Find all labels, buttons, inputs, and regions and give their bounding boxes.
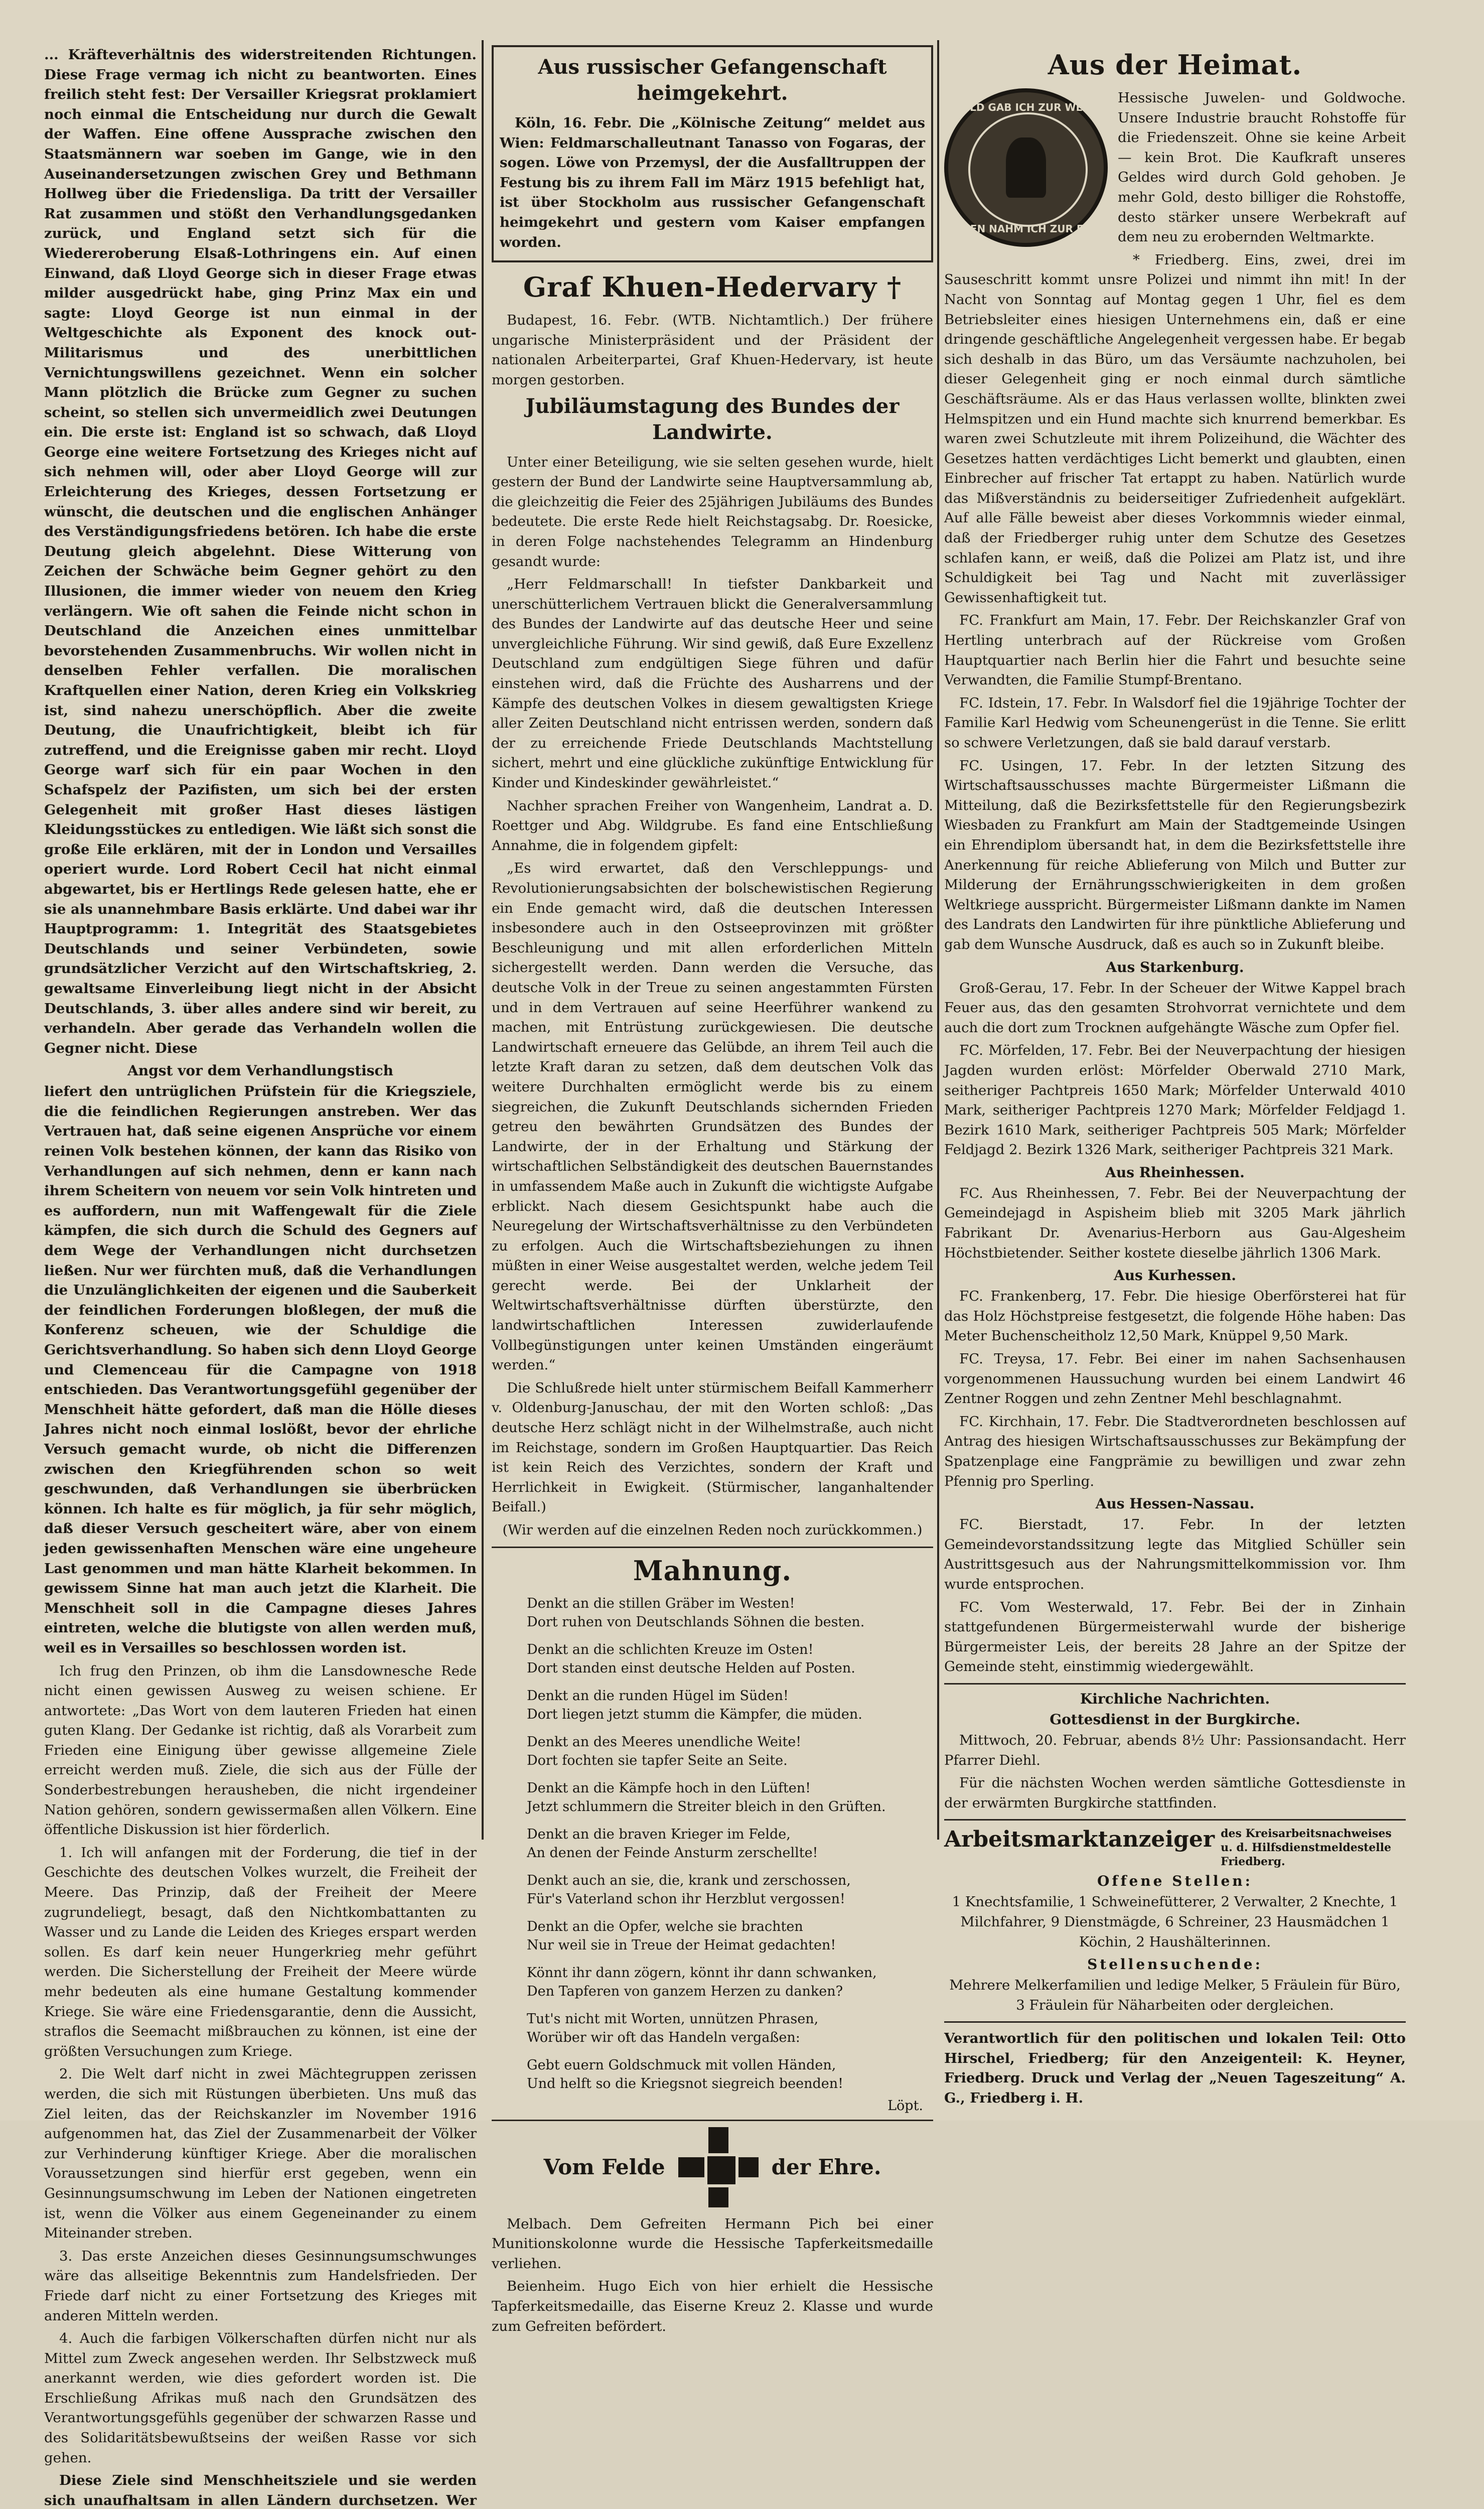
article-paragraph: 4. Auch die farbigen Völkerschaften dürfen nicht nur als Mittel zum Zweck angesehen werden. Ihr Selbstzweck muß anerkannt werden, wie dies gefordert worden ist. Die Erschließung Afrikas muß nach den Grundsätzen des Verantwortungsgefühls gegenüber der schwarzen Rasse und des Solidaritätsbewußtseins der weißen Rasse vor sich gehen. [44,2330,477,2466]
poem-stanza-gap [527,1955,933,1964]
poem-stanza-gap [527,1908,933,1917]
headline-mahnung: Mahnung. [633,1554,792,1587]
headline-aus-der-heimat: Aus der Heimat. [1048,49,1302,81]
article-paragraph: 1 Knechtsfamilie, 1 Schweinefütterer, 2 Verwalter, 2 Knechte, 1 Milchfahrer, 9 Dienstmägde, 6 Schreiner, 23 Hausmädchen 1 Köchin, 2 Haushälterinnen. [952,1894,1398,1950]
imprint: Verantwortlich für den politischen und lokalen Teil: Otto Hirschel, Friedberg; für den Anzeigenteil: K. Heyner, Friedberg. Druck und Verlag der „Neuen Tageszeitung“ A. G., Friedberg i. H. [944,2030,1406,2107]
iron-cross-icon [678,2127,759,2207]
poem-line: Denkt an die runden Hügel im Süden! [527,1688,789,1704]
poem-line: Denkt an des Meeres unendliche Weite! [527,1734,802,1750]
divider [944,1683,1406,1685]
divider [492,1547,933,1548]
poem-line: Nur weil sie in Treue der Heimat gedachten! [527,1937,836,1953]
poem-line: Denkt an die schlichten Kreuze im Osten! [527,1641,814,1657]
article-paragraph: Mittwoch, 20. Februar, abends 8½ Uhr: Passionsandacht. Herr Pfarrer Diehl. [944,1732,1406,1768]
column-rule-right [937,40,939,1840]
article-paragraph: Nachher sprachen Freiher von Wangenheim, Landrat a. D. Roettger und Abg. Wildgrube. Es fand eine Entschließung Annahme, die in folgendem gipfelt: [492,797,933,854]
poem-line: Worüber wir oft das Handeln vergaßen: [527,2029,800,2045]
article-paragraph: FC. Vom Westerwald, 17. Febr. Bei der in Zinhain stattgefundenen Bürgermeisterwahl wurde der bisherige Bürgermeister Leis, der bereits 28 Jahre an der Spitze der Gemeinde steht, einstimmig wiedergewählt. [944,1599,1406,1675]
article-paragraph: 3. Das erste Anzeichen dieses Gesinnungsumschwunges wäre das allseitige Bekenntnis zum Handelsfrieden. Der Friede darf nicht zu einer Fortsetzung des Krieges mit anderen Mitteln werden. [44,2248,477,2324]
divider [944,2021,1406,2023]
vfe-right-text: der Ehre. [771,2155,881,2180]
article-paragraph: „Es wird erwartet, daß den Verschleppungs- und Revolutionierungsabsichten der bolschewistischen Regierung ein Ende gemacht wird, daß die deutschen Interessen insbesondere auch in den Ostseeprovinzen mit größter Beschleunigung und mit allen erforderlichen Mitteln sichergestellt werden. Dann werden die Versuche, das deutsche Volk in der Treue zu seinen angestammten Fürsten und in dem Vertrauen auf seine Heerführer wankend zu machen, mit Entrüstung zurückgewiesen. Die deutsche Landwirtschaft erneuere das Gelübde, an ihrem Teil auch die letzte Kraft daran zu setzen, daß dem deutschen Volk das weitere Durchhalten ermöglicht werde bis zu einem siegreichen, die Zukunft Deutschlands sichernden Frieden getreu den bewährten Grundsätzen des Bundes der Landwirte, der in der Erhaltung und Stärkung der wirtschaftlichen Selbständigkeit des deutschen Bauernstandes in umfassendem Maße auch in Zukunft die wichtigste Aufgabe erblickt. Nach diesem Gesichtspunkt habe auch die Neuregelung der Wirtschaftsverhältnisse zu den Verbündeten zu erfolgen. Auch die Wirtschaftsbeziehungen zu ihnen müßten in einer Weise ausgestaltet werden, welche jedem Teil gerecht werde. Bei der Unklarheit der Weltwirtschaftsverhältnisse dürften überstürzte, den landwirtschaftlichen Interessen zuwiderlaufende Vollbegünstigungen unter keinen Umständen eingeräumt werden.“ [492,860,933,1373]
poem-line: Denkt auch an sie, die, krank und zerschossen, [527,1872,851,1888]
poem-line: Könnt ihr dann zögern, könnt ihr dann schwanken, [527,1965,877,1981]
poem-line: Und helft so die Kriegsnot siegreich beenden! [527,2075,844,2092]
arbeitsmarkt-subtitle: des Kreisarbeitsnachweises u. d. Hilfsdienstmeldestelle Friedberg. [1221,1827,1392,1869]
poem-line: Denkt an die Kämpfe hoch in den Lüften! [527,1780,811,1796]
article-paragraph: 1. Ich will anfangen mit der Forderung, die tief in der Geschichte des deutschen Volkes wurzelt, die Freiheit der Meere. Das Prinzip, daß der Freiheit der Meere zugrundeliegt, besagt, daß den Nichtkombattanten zu Wasser und zu Lande die Leiden des Krieges erspart werden sollen. Es darf kein neuer Hungerkrieg mehr geführt werden. Die Sicherstellung der Freiheit der Meere würde mehr bedeuten als eine humane Gestaltung kommender Kriege. Sie wäre eine Friedensgarantie, denn die Aussicht, straflos die Seemacht mißbrauchen zu können, ist eine der größten Versuchungen zum Kriege. [44,1844,477,2059]
article-paragraph: FC. Bierstadt, 17. Febr. In der letzten Gemeindevorstandssitzung legte das Mitglied Schüller sein Austrittsgesuch aus der Nahrungsmittelkommission vor. Ihm wurde entsprochen. [944,1516,1406,1592]
subheading-kurhessen: Aus Kurhessen. [1113,1267,1237,1284]
seal-text-top: GOLD GAB ICH ZUR WEHR [953,101,1099,113]
article-paragraph: FC. Mörfelden, 17. Febr. Bei der Neuverpachtung der hiesigen Jagden wurden erlöst: Mörfelder Oberwald 2710 Mark, seitheriger Pachtpreis 1650 Mark; Mörfelder Unterwald 4010 Mark, seitheriger Pachtpreis 1270 Mark; Mörfelder Feldjagd 1. Bezirk 1610 Mark, seitheriger Pachtpreis 505 Mark; Mörfelder Feldjagd 2. Bezirk 1326 Mark, seitheriger Pachtpreis 321 Mark. [944,1042,1406,1158]
poem-line: Dort liegen jetzt stumm die Kämpfer, die müden. [527,1706,862,1722]
poem-line: Für's Vaterland schon ihr Herzblut vergossen! [527,1891,845,1907]
poem-stanza-gap [527,2001,933,2010]
vom-felde-der-ehre-header [492,2127,933,2207]
news-box-gefangenschaft [492,45,933,262]
article-paragraph: FC. Frankenberg, 17. Febr. Die hiesige Oberförsterei hat für das Holz Höchstpreise festgesetzt, die folgende Höhe haben: Das Meter Buchenscheitholz 12,50 Mark, Knüppel 9,50 Mark. [944,1288,1406,1344]
poem-stanza-gap [527,1770,933,1779]
gold-seal-icon [944,88,1108,247]
article-paragraph: Hessische Juwelen- und Goldwoche. Unsere Industrie braucht Rohstoffe für die Friedenszeit. Ohne sie keine Arbeit — kein Brot. Die Kaufkraft unseres Geldes wird durch Gold gehoben. Je mehr Gold, desto billiger die Rohstoffe, desto stärker unsere Werbekraft auf dem neu zu erobernden Weltmarkte. [1118,90,1406,245]
headline-gefangenschaft: Aus russischer Gefangenschaft heimgekehrt. [538,55,887,105]
poem-mahnung [527,1594,933,2093]
article-paragraph: liefert den untrüglichen Prüfstein für die Kriegsziele, die die feindlichen Regierungen anstreben. Wer das Vertrauen hat, daß seine eigenen Ansprüche vor einem reinen Volk bestehen können, der kann das Risiko von Verhandlungen auf sich nehmen, denn er kann nach ihrem Scheitern von neuem vor sein Volk hintreten und es auffordern, nun mit Waffengewalt für die Ziele kämpfen, die sich durch die Schuld des Gegners auf dem Wege der Verhandlungen nicht durchsetzen ließen. Nur wer fürchten muß, daß die Verhandlungen die Unzulänglichkeiten der eigenen und die Sauberkeit der feindlichen Forderungen bloßlegen, der muß die Konferenz scheuen, wie der Schuldige die Gerichtsverhandlung. So haben sich denn Lloyd George und Clemenceau für die Campagne von 1918 entschieden. Das Verantwortungsgefühl gegenüber der Menschheit hätte gefordert, daß man die Hölle dieses Jahres nicht noch einmal loslößt, bevor der ehrliche Versuch gemacht wurde, ob nicht die Differenzen zwischen den Kriegführenden schon so weit geschwunden, daß Verhandlungen sie überbrücken können. Ich halte es für möglich, ja für sehr möglich, daß dieser Versuch gescheitert wäre, aber von einem jeden gewissenhaften Menschen wäre eine ungeheure Last genommen und man hätte Klarheit bekommen. In gewissem Sinne hat man auch jetzt die Klarheit. Die Menschheit soll in die Campagne dieses Jahres eintreten, welche die blutigste von allen werden muß, weil es in Versailles so beschlossen worden ist. [44,1083,477,1656]
article-paragraph: 2. Die Welt darf nicht in zwei Mächtegruppen zerissen werden, die sich mit Rüstungen überbieten. Uns muß das Ziel leiten, das der Reichskanzler im November 1916 aufgenommen hat, das Ziel der Zusammenarbeit der Völker zur Verhinderung künftiger Kriege. Aber die moralischen Voraussetzungen sind hierfür erst gegeben, wenn ein Gesinnungsumschwung im Leben der Nationen eingetreten ist, wenn die Völker aus einem Gegeneinander zu einem Miteinander streben. [44,2066,477,2242]
subheading-angst: Angst vor dem Verhandlungstisch [127,1062,393,1079]
article-paragraph: Köln, 16. Febr. Die „Kölnische Zeitung“ meldet aus Wien: Feldmarschalleutnant Tanasso von Fogaras, der sogen. Löwe von Przemysl, der die Ausfalltruppen der Festung bis zu ihrem Fall im März 1915 befehligt hat, ist über Stockholm aus russischer Gefangenschaft heimgekehrt und gestern vom Kaiser empfangen worden. [500,115,925,250]
article-paragraph: Diese Ziele sind Menschheitsziele und sie werden sich unaufhaltsam in allen Ländern durchsetzen. Wer [44,2472,477,2508]
article-paragraph: * Friedberg. Eins, zwei, drei im Sauseschritt kommt unsre Polizei und nimmt ihn mit! In der Nacht von Sonntag auf Montag gegen 1 Uhr, fiel es dem Betriebsleiter eines hiesigen Unternehmens ein, daß er eine dringende geschäftliche Angelegenheit vergessen habe. Er begab sich deshalb in das Büro, um das Versäumte nachzuholen, bei dieser Gelegenheit ging er noch einmal durch sämtliche Geschäftsräume. Als er das Haus verlassen wollte, blinkten zwei Helmspitzen und ein Hund machte sich knurrend bemerkbar. Es waren zwei Schutzleute mit ihrem Polizeihund, die Wächter des Gesetzes hatten verdächtiges Licht bemerkt und glaubten, einen Einbrecher auf frischer Tat ertappt zu haben. Natürlich wurde das Mißverständnis zu beiderseitiger Zufriedenheit aufgeklärt. Auf alle Fälle beweist aber dieses Vorkommnis wieder einmal, daß der Friedberger ruhig unter dem Schutze des Gesetzes schlafen kann, er weiß, daß die Polizei am Platz ist, und ihre Schuldigkeit bei Tag und Nacht mit zuverlässiger Gewissenhaftigkeit tut. [944,251,1406,606]
poem-line: Dort standen einst deutsche Helden auf Posten. [527,1660,855,1676]
subheading-rheinhessen: Aus Rheinhessen. [1105,1164,1245,1181]
article-paragraph: „Herr Feldmarschall! In tiefster Dankbarkeit und unerschütterlichem Vertrauen blickt die Generalversammlung des Bundes der Landwirte auf das deutsche Heer und seine unvergleichliche Führung. Wir sind gewiß, daß Eure Exzellenz Deutschland zum endgültigen Siege führen und dafür einstehen wird, daß die Früchte des Ausharrens und der Kämpfe des deutschen Volkes in diesem gewaltigsten Kriege aller Zeiten Deutschland nicht entrissen werden, sondern daß der zu erreichende Friede Deutschlands Machtstellung sichert, mehrt und eine glückliche zukünftige Entwicklung für Kinder und Kindeskinder gewährleistet.“ [492,576,933,791]
article-paragraph: Beienheim. Hugo Eich von hier erhielt die Hessische Tapferkeitsmedaille, das Eiserne Kreuz 2. Klasse und wurde zum Gefreiten befördert. [492,2278,933,2334]
poem-line: Den Tapferen von ganzem Herzen zu danken? [527,1983,843,1999]
poem-stanza-gap [527,1724,933,1733]
poem-line: An denen der Feinde Ansturm zerschellte! [527,1845,818,1861]
poem-stanza-gap [527,1816,933,1825]
subheading-offene-stellen: Offene Stellen: [1097,1873,1253,1890]
subheading-stellensuchende: Stellensuchende: [1087,1956,1263,1973]
article-paragraph: Melbach. Dem Gefreiten Hermann Pich bei einer Munitionskolonne wurde die Hessische Tapferkeitsmedaille verliehen. [492,2215,933,2272]
article-paragraph: Die Schlußrede hielt unter stürmischem Beifall Kammerherr v. Oldenburg-Januschau, der mit den Worten schloß: „Das deutsche Herz schlägt nicht in der Wilhelmstraße, auch nicht im Reichstage, sondern im Großen Hauptquartier. Das Reich ist kein Reich des Verzichtes, sondern der Kraft und Herrlichkeit in Ewigkeit. (Stürmischer, langanhaltender Beifall.) [492,1379,933,1515]
arbeitsmarkt-title: Arbeitsmarktanzeiger [944,1827,1215,1853]
divider [944,1819,1406,1821]
poem-stanza-gap [527,1631,933,1640]
article-paragraph: Groß-Gerau, 17. Febr. In der Scheuer der Witwe Kappel brach Feuer aus, das den gesamten Strohvorrat vernichtete und dem auch die dort zum Trocknen aufgehängte Wäsche zum Opfer fiel. [944,980,1406,1036]
heading-kirchliche-nachrichten: Kirchliche Nachrichten. [1080,1690,1270,1707]
subheading-starkenburg: Aus Starkenburg. [1106,958,1244,975]
arbeitsmarkt-header [944,1827,1406,1869]
article-paragraph: Unter einer Beteiligung, wie sie selten gesehen wurde, hielt gestern der Bund der Landwirte seine Hauptversammlung ab, die gleichzeitig die Feier des 25jährigen Jubiläums des Bundes bedeutete. Die erste Rede hielt Reichstagsabg. Dr. Roesicke, in deren Folge nachstehendes Telegramm an Hindenburg gesandt wurde: [492,454,933,570]
article-paragraph: FC. Idstein, 17. Febr. In Walsdorf fiel die 19jährige Tochter der Familie Karl Hedwig vom Scheunengerüst in die Tenne. Sie erlitt so schwere Verletzungen, daß sie bald darauf verstarb. [944,694,1406,751]
article-paragraph: FC. Treysa, 17. Febr. Bei einer im nahen Sachsenhausen vorgenommenen Haussuchung wurden bei einem Landwirt 46 Zentner Roggen und zehn Zentner Mehl beschlagnahmt. [944,1351,1406,1407]
column-3 [944,45,1406,2107]
article-paragraph: FC. Aus Rheinhessen, 7. Febr. Bei der Neuverpachtung der Gemeindejagd in Aspisheim blieb mit 3205 Mark jährlich Fabrikant Dr. Avenarius-Herborn aus Gau-Algesheim Höchstbietender. Seither kostete dieselbe jährlich 1306 Mark. [944,1185,1406,1261]
column-2 [492,45,933,2334]
column-1 [44,45,477,2508]
poem-line: Denkt an die braven Krieger im Felde, [527,1826,791,1842]
article-paragraph: FC. Frankfurt am Main, 17. Febr. Der Reichskanzler Graf von Hertling unterbrach auf der Rückreise vom Großen Hauptquartier nach Berlin hier die Fahrt und besuchte seine Verwandten, die Familie Stumpf-Brentano. [944,612,1406,688]
poem-line: Jetzt schlummern die Streiter bleich in den Grüften. [527,1798,886,1815]
poem-line: Dort fochten sie tapfer Seite an Seite. [527,1752,788,1768]
divider [492,2120,933,2121]
article-paragraph: FC. Kirchhain, 17. Febr. Die Stadtverordneten beschlossen auf Antrag des hiesigen Wirtschaftsausschusses zur Bekämpfung der Spatzenplage eine Fangprämie zu bewilligen und zwar zehn Pfennig pro Sperling. [944,1413,1406,1489]
poem-stanza-gap [527,1862,933,1871]
poem-line: Gebt euern Goldschmuck mit vollen Händen, [527,2057,836,2073]
article-continued-paragraph: ... Kräfteverhältnis des widerstreitenden Richtungen. Diese Frage vermag ich nicht zu beantworten. Eines freilich steht fest: Der Versailler Kriegsrat proklamiert noch einmal die Entscheidung nur durch die Gewalt der Waffen. Eine offene Aussprache zwischen den Staatsmännern war soeben im Gange, wie in den Auseinandersetzungen zwischen Grey und Bethmann Hollweg über die Friedensliga. Da tritt der Versailler Rat zusammen und stößt den Verhandlungsgedanken zurück, und England setzt sich für die Wiedereroberung Elsaß-Lothringens ein. Auf einen Einwand, daß Lloyd George sich in dieser Frage etwas milder ausgedrückt habe, ging Prinz Max ein und sagte: Lloyd George ist nun einmal in der Weltgeschichte als Exponent des knock out-Militarismus und des unerbittlichen Vernichtungswillens gezeichnet. Wenn ein solcher Mann plötzlich die Brücke zum Gegner zu suchen scheint, so stellen sich unvermeidlich zwei Deutungen ein. Die erste ist: England ist so schwach, daß Lloyd George eine weitere Fortsetzung des Krieges nicht auf sich nehmen will, oder aber Lloyd George will zur Erleichterung des Krieges, dessen Fortsetzung er wünscht, die deutschen und die englischen Anhänger des Verständigungsfriedens betören. Ich habe die erste Deutung gleich abgelehnt. Diese Witterung von Zeichen der Schwäche beim Gegner gehört zu den Illusionen, die immer wieder von neuem den Krieg verlängern. Wie oft sahen die Feinde nicht schon in Deutschland die Anzeichen eines unmittelbar bevorstehenden Zusammenbruchs. Wir wollen nicht in denselben Fehler verfallen. Die moralischen Kraftquellen einer Nation, deren Krieg ein Volkskrieg ist, sind nahezu unerschöpflich. Aber die zweite Deutung, die Unaufrichtigkeit, bleibt ich für zutreffend, und die Ereignisse gaben mir recht. Lloyd George warf sich für ein paar Wochen in den Schafspelz der Pazifisten, um sich bei der ersten Gelegenheit mit großer Hast dieses lästigen Kleidungsstückes zu entledigen. Wie läßt sich sonst die große Eile erklären, mit der in London und Versailles operiert wurde. Lord Robert Cecil hat nicht einmal abgewartet, bis er Hertlings Rede gelesen hatte, ehe er sie als unannehmbare Basis erklärte. Und dabei war ihr Hauptprogramm: 1. Integrität des Staatsgebietes Deutschlands und seiner Verbündeten, sowie grundsätzlicher Verzicht auf den Wirtschaftskrieg, 2. gewaltsame Einverleibung liegt nicht in der Absicht Deutschlands, 3. über alles andere sind wir bereit, zu verhandeln. Aber gerade das Verhandeln wollen die Gegner nicht. Diese [44,47,477,1056]
article-paragraph: Für die nächsten Wochen werden sämtliche Gottesdienste in der erwärmten Burgkirche stattfinden. [944,1775,1406,1811]
subheading-gottesdienst: Gottesdienst in der Burgkirche. [1050,1711,1300,1728]
poem-stanza-gap [527,2047,933,2056]
article-paragraph: FC. Usingen, 17. Febr. In der letzten Sitzung des Wirtschaftsausschusses machte Bürgermeister Lißmann die Mitteilung, daß die Bezirksfettstelle für den Regierungsbezirk Wiesbaden zu Frankfurt am Main der Stadtgemeinde Usingen ein Ehrendiplom übersandt hat, in dem die Bezirksfettstelle ihre Anerkennung für reiche Ablieferung von Milch und Butter zur Milderung der Ernährungsschwierigkeiten in dem großen Weltkriege ausspricht. Bürgermeister Lißmann dankte im Namen des Landrats den Landwirten für ihre pünktliche Ablieferung und gab dem Wunsche Ausdruck, daß es auch so in Zukunft bleibe. [944,757,1406,952]
article-paragraph: Mehrere Melkerfamilien und ledige Melker, 5 Fräulein für Büro, 3 Fräulein für Näharbeiten oder dergleichen. [949,1977,1401,2013]
headline-jubilaeumstagung: Jubiläumstagung des Bundes der Landwirte. [525,394,900,444]
poem-line: Dort ruhen von Deutschlands Söhnen die besten. [527,1614,865,1630]
column-rule-left [482,40,484,1840]
vfe-left-text: Vom Felde [543,2155,665,2180]
subheading-hessen-nassau: Aus Hessen-Nassau. [1095,1495,1255,1512]
article-paragraph: (Wir werden auf die einzelnen Reden noch zurückkommen.) [502,1522,923,1538]
seal-text-bottom: EISEN NAHM ICH ZUR EHR [952,223,1100,235]
article-paragraph: Budapest, 16. Febr. (WTB. Nichtamtlich.) Der frühere ungarische Ministerpräsident und der Präsident der nationalen Arbeiterpartei, Graf Khuen-Hedervary, ist heute morgen gestorben. [492,312,933,388]
poem-line: Denkt an die Opfer, welche sie brachten [527,1918,803,1934]
article-paragraph: Ich frug den Prinzen, ob ihm die Lansdownesche Rede nicht einen gewissen Ausweg zu weisen schiene. Er antwortete: „Das Wort von dem lauteren Frieden hat einen guten Klang. Der Gedanke ist richtig, daß als Vorarbeit zum Frieden eine Einigung über gewisse allgemeine Ziele erreicht werden muß. Ziele, die sich aus der Fülle der Sonderbestrebungen herausheben, die nicht irgendeiner Nation gehören, sondern gewissermaßen allen Völkern. Eine öffentliche Diskussion ist hier förderlich. [44,1662,477,1838]
headline-khuen-hedervary: Graf Khuen-Hedervary † [523,271,902,304]
poem-stanza-gap [527,1678,933,1687]
poem-signature: Löpt. [887,2098,923,2114]
poem-line: Denkt an die stillen Gräber im Westen! [527,1595,795,1611]
poem-line: Tut's nicht mit Worten, unnützen Phrasen, [527,2011,819,2027]
